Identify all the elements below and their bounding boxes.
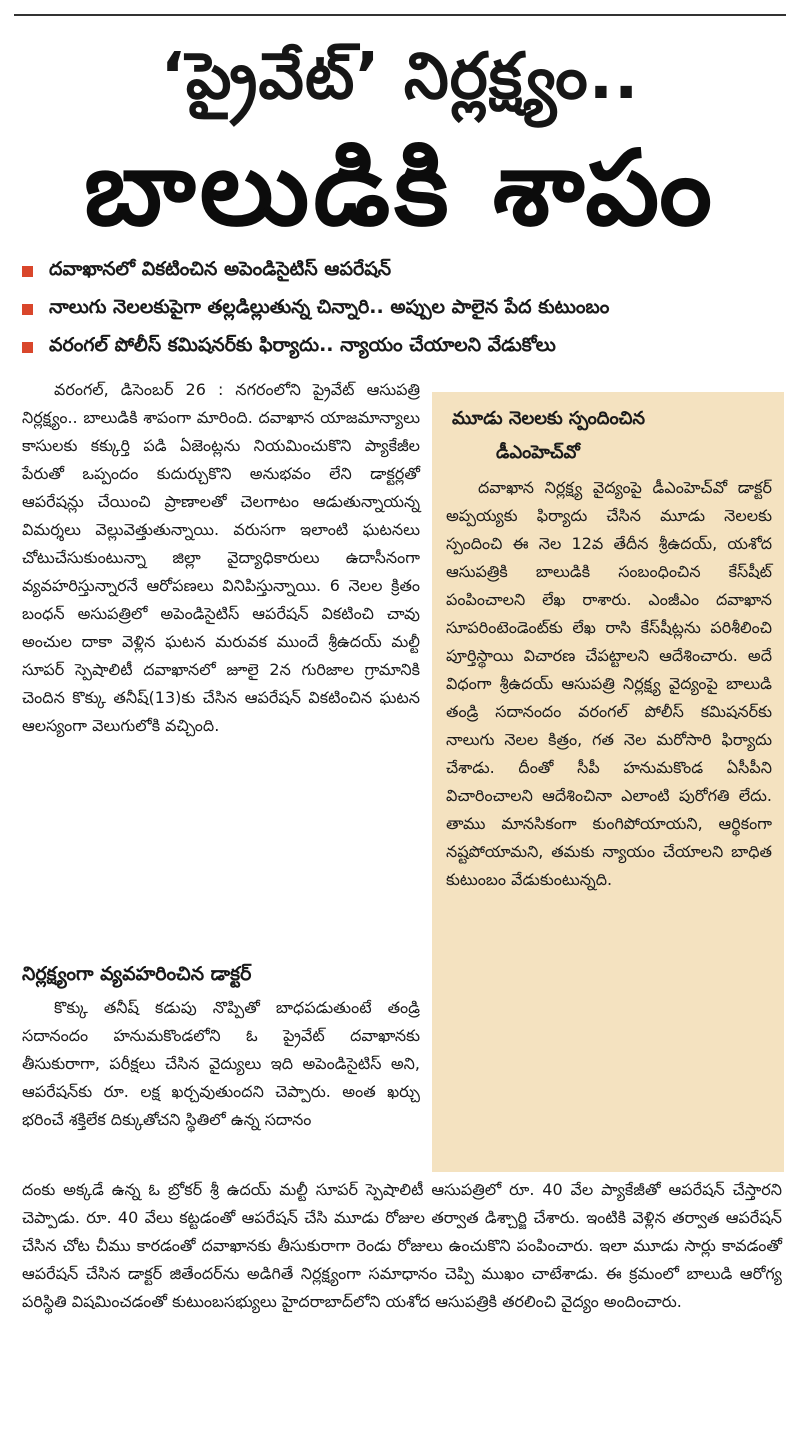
article-bottom-paragraph-block — [22, 1176, 782, 1316]
square-bullet-icon — [22, 304, 33, 315]
top-rule — [14, 14, 786, 16]
article-body-paragraph: కొక్కు తనీష్ కడుపు నొప్పితో బాధపడుతుంటే తండ్రి సదానందం హనుమకొండలోని ఓ ప్రైవేట్ దవాఖానకు తీసుకురాగా, పరీక్షలు చేసిన వైద్యులు ఇది అపెండిసైటిస్ అని, ఆపరేషన్‌కు రూ. లక్ష ఖర్చవుతుందని చెప్పారు. అంత ఖర్చు భరించే శక్తిలేక దిక్కుతోచని స్థితిలో ఉన్న సదానం — [22, 998, 420, 1129]
article-bottom-paragraph: దంకు అక్కడే ఉన్న ఓ బ్రోకర్ శ్రీ ఉదయ్ మల్టీ సూపర్ స్పెషాలిటీ ఆసుపత్రిలో రూ. 40 వేల ప్యాకేజీతో ఆపరేషన్ చేస్తారని చెప్పాడు. రూ. 40 వేలు కట్టడంతో ఆపరేషన్ చేసి మూడు రోజుల తర్వాత డిశ్చార్జి చేశారు. ఇంటికి వెళ్లిన తర్వాత ఆపరేషన్ చేసిన చోట చీము కారడంతో దవాఖానకు తీసుకురాగా రెండు రోజులు ఉంచుకొని పంపించారు. ఇలా మూడు సార్లు కావడంతో ఆపరేషన్ చేసిన డాక్టర్ జితేందర్‌ను అడిగితే నిర్లక్ష్యంగా సమాధానం చెప్పి ముఖం చాటేశాడు. ఈ క్రమంలో బాలుడి ఆరోగ్య పరిస్థితి విషమించడంతో కుటుంబసభ్యులు హైదరాబాద్‌లోని యశోద ఆసుపత్రికి తరలించి వైద్యం అందించారు. — [22, 1180, 782, 1311]
square-bullet-icon — [22, 342, 33, 353]
article-body-column — [22, 994, 420, 1134]
article-lead-paragraph: వరంగల్, డిసెంబర్ 26 : నగరంలోని ప్రైవేట్ ఆసుపత్రి నిర్లక్ష్యం.. బాలుడికి శాపంగా మారింది. దవాఖాన యాజమాన్యాలు కాసులకు కక్కుర్తి పడి ఏజెంట్లను నియమించుకొని ప్యాకేజీల పేరుతో ఒప్పందం కుదుర్చుకొని అనుభవం లేని డాక్టర్లతో ఆపరేషన్లు చేయించి ప్రాణాలతో చెలగాటం ఆడుతున్నాయన్న విమర్శలు వెల్లువెత్తుతున్నాయి. వరుసగా ఇలాంటి ఘటనలు చోటుచేసుకుంటున్నా జిల్లా వైద్యాధికారులు ఉదాసీనంగా వ్యవహరిస్తున్నారనే ఆరోపణలు వినిపిస్తున్నాయి. 6 నెలల క్రితం బంధన్ అసుపత్రిలో అపెండిసైటిస్ ఆపరేషన్ వికటించి చావు అంచుల దాకా వెళ్లిన ఘటన మరువక ముందే శ్రీఉదయ్ మల్టీ సూపర్ స్పెషాలిటీ దవాఖానలో జూలై 2న గురిజాల గ్రామానికి చెందిన కొక్కు తనీష్(13)కు చేసిన ఆపరేషన్ వికటించిన ఘటన ఆలస్యంగా వెలుగులోకి వచ్చింది. — [22, 380, 420, 735]
article-lead-column — [22, 376, 420, 740]
bullet-item — [22, 290, 786, 328]
sidebar-title — [452, 402, 772, 470]
sidebar-title-line-2: డీఎంహెచ్‌వో — [496, 442, 580, 463]
bullet-text: నాలుగు నెలలకుపైగా తల్లడిల్లుతున్న చిన్నారి.. అప్పుల పాలైన పేద కుటుంబం — [49, 295, 610, 318]
bullet-item — [22, 252, 786, 290]
bullet-text: దవాఖానలో వికటించిన అపెండిసైటిస్ ఆపరేషన్ — [49, 257, 392, 280]
headline-line-1: ‘ప్రైవేట్’ నిర్లక్ష్యం.. — [160, 40, 640, 114]
headline-line-2: బాలుడికి శాపం — [84, 127, 716, 249]
sidebar-title-line-1: మూడు నెలలకు స్పందించిన — [452, 408, 646, 429]
square-bullet-icon — [22, 266, 33, 277]
sidebar-body-paragraph: దవాఖాన నిర్లక్ష్య వైద్యంపై డీఎంహెచ్‌వో డాక్టర్ అప్పయ్యకు ఫిర్యాదు చేసిన మూడు నెలలకు స్పందించి ఈ నెల 12వ తేదీన శ్రీఉదయ్, యశోద ఆసుపత్రికి బాలుడికి సంబంధించిన కేస్‌షీట్ పంపించాలని లేఖ రాశారు. ఎంజీఎం దవాఖాన సూపరింటెండెంట్‌కు లేఖ రాసి కేస్‌షీట్లను పరిశీలించి పూర్తిస్థాయి విచారణ చేపట్టాలని ఆదేశించారు. అదే విధంగా శ్రీఉదయ్ ఆసుపత్రి నిర్లక్ష్య వైద్యంపై బాలుడి తండ్రి సదానందం వరంగల్ పోలీస్ కమిషనర్‌కు నాలుగు నెలల కిత్రం, గత నెల మరోసారి ఫిర్యాదు చేశాడు. దీంతో సీపీ హనుమకొండ ఏసీపీని విచారించాలని ఆదేశించినా ఎలాంటి పురోగతి లేదు. తాము మానసికంగా కుంగిపోయాయని, ఆర్థికంగా నష్టపోయామని, తమకు న్యాయం చేయాలని బాధిత కుటుంబం వేడుకుంటున్నది. — [446, 478, 772, 889]
bullet-text: వరంగల్ పోలీస్ కమిషనర్‌కు ఫిర్యాదు.. న్యాయం చేయాలని వేడుకోలు — [49, 333, 556, 356]
bullet-item — [22, 328, 786, 366]
bullet-list — [22, 252, 786, 366]
article-subheading: నిర్లక్ష్యంగా వ్యవహరించిన డాక్టర్ — [22, 963, 252, 985]
sidebar-body-column — [446, 474, 772, 894]
